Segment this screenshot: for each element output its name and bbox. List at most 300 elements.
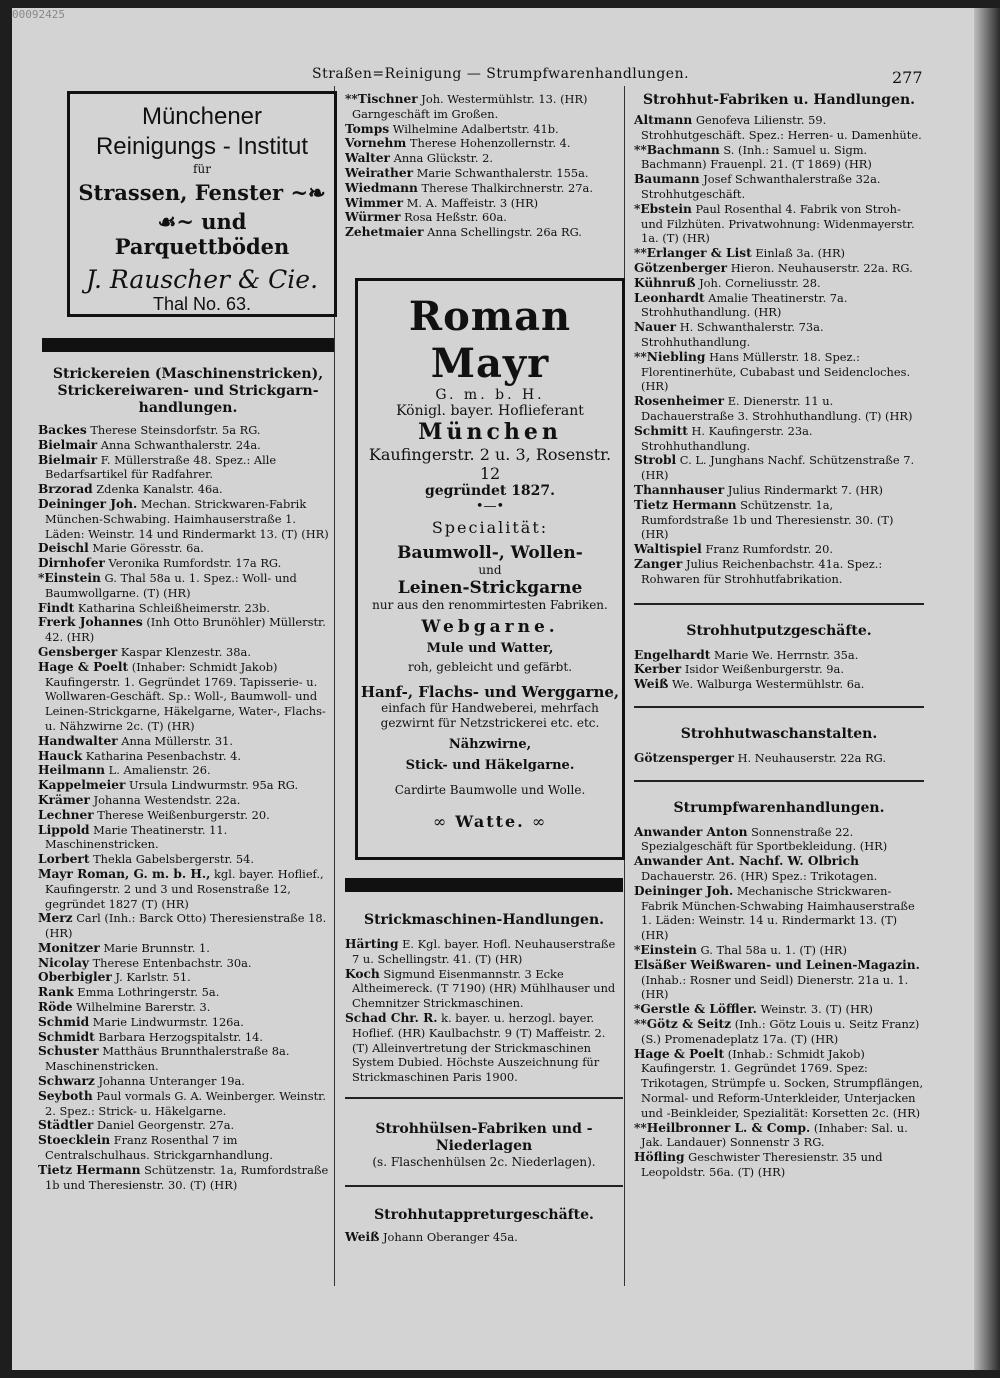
directory-entry: [345, 967, 623, 1011]
directory-entry: [634, 1047, 924, 1121]
entry-details: Sonnenstraße 22. Spezialgeschäft für Sportbekleidung. (HR): [641, 824, 888, 854]
ad1-address: Thal No. 63.: [152, 294, 252, 314]
entry-details: (Inhab.: Rosner und Seidl) Dienerstr. 21a u. 1. (HR): [641, 972, 909, 1002]
directory-entry: [634, 261, 924, 276]
directory-entry: [38, 1133, 338, 1163]
directory-entry: [345, 210, 633, 225]
entry-details: Isidor Weißenburgerstr. 9a.: [684, 662, 844, 677]
entry-details: Marie Schwanthalerstr. 155a.: [416, 165, 589, 180]
entry-name: Tietz Hermann: [634, 497, 737, 512]
directory-entry: [634, 662, 924, 677]
section-heading-strohhutappretur: Strohhutappreturgeschäfte.: [374, 1206, 594, 1223]
directory-entry: [634, 648, 924, 663]
directory-entry: [634, 453, 924, 483]
section-heading-strohhut-fabriken: Strohhut-Fabriken u. Handlungen.: [642, 92, 916, 108]
entry-name: Dirnhofer: [38, 556, 105, 571]
entry-details: Johanna Unteranger 19a.: [98, 1074, 245, 1089]
entry-name: Nauer: [634, 320, 677, 335]
directory-entry: [634, 557, 924, 587]
entry-name: Stoecklein: [38, 1133, 111, 1148]
entry-name: Schwarz: [38, 1074, 95, 1089]
directory-entry: [38, 601, 338, 616]
directory-entry: [38, 749, 338, 764]
directory-entry: [38, 823, 338, 853]
entry-name: Rosenheimer: [634, 394, 725, 409]
flourish-icon: ∞: [432, 812, 449, 831]
entry-name: **Heilbronner L. & Comp.: [634, 1120, 811, 1135]
entry-details: L. Amalienstr. 26.: [108, 763, 211, 778]
directory-entry: [634, 320, 924, 350]
flourish-icon: ∞: [531, 812, 548, 831]
ad2-note: nur aus den renommirtesten Fabriken.: [372, 598, 608, 612]
entry-details: Therese Hohenzollernstr. 4.: [409, 136, 571, 151]
ad2-founded: gegründet 1827.: [424, 483, 556, 499]
directory-entry: [345, 136, 633, 151]
entry-name: Anwander Ant. Nachf. W. Olbrich: [634, 854, 859, 869]
entry-details: Barbara Herzogspitalstr. 14.: [98, 1029, 263, 1044]
entry-name: *Ebstein: [634, 201, 692, 216]
ad1-company: J. Rauscher & Cie.: [85, 265, 319, 294]
ad2-hanf: Hanf-, Flachs- und Werggarne,: [360, 683, 620, 701]
directory-entry: [38, 438, 338, 453]
section-heading-strohhuelsen: Strohhülsen-Fabriken und -Niederlagen: [375, 1120, 593, 1154]
directory-entry: [634, 246, 924, 261]
entry-name: Lorbert: [38, 852, 90, 867]
entry-name: Tomps: [345, 121, 390, 136]
directory-entry: [38, 970, 338, 985]
directory-entry: [634, 143, 924, 173]
entry-name: *Gerstle & Löffler.: [634, 1002, 757, 1017]
directory-entry: [38, 1030, 338, 1045]
ad1-line3: für: [193, 162, 211, 176]
entry-details: Therese Entenbachstr. 30a.: [92, 955, 252, 970]
entry-list: [634, 825, 924, 1180]
advertisement-roman-mayr: [355, 278, 625, 860]
ad2-address: Kaufingerstr. 2 u. 3, Rosenstr. 12: [368, 445, 612, 483]
directory-entry: [634, 751, 924, 766]
directory-entry: [38, 867, 338, 911]
column-middle-lower: [345, 878, 623, 1245]
entry-name: Findt: [38, 600, 75, 615]
directory-entry: [38, 645, 338, 660]
directory-entry: [38, 556, 338, 571]
document-page: [12, 8, 974, 1370]
directory-entry: [634, 542, 924, 557]
entry-details: Mechanische Strickwaren-Fabrik München-Schwabing Haimhauserstraße 1. Läden: Weinstr. 14 u. Rindermarkt 13. (T) (HR): [641, 883, 915, 943]
entry-details: Marie We. Herrnstr. 35a.: [714, 647, 859, 662]
entry-name: Röde: [38, 1000, 73, 1015]
directory-entry: [634, 276, 924, 291]
entry-name: Höfling: [634, 1150, 685, 1165]
ad1-line4-text: Strassen, Fenster: [78, 180, 284, 205]
entry-details: Paul vormals G. A. Weinberger. Weinstr. 2. Spez.: Strick- u. Häkelgarne.: [45, 1088, 326, 1118]
directory-entry: [634, 884, 924, 943]
entry-name: Gensberger: [38, 644, 118, 659]
entry-details: Wilhelmine Adalbertstr. 41b.: [392, 121, 559, 136]
entry-details: Schützenstr. 1a, Rumfordstraße 1b und Theresienstr. 30. (T) (HR): [641, 497, 894, 542]
entry-name: Schmid: [38, 1014, 90, 1029]
directory-entry: [634, 202, 924, 246]
ad2-city: München: [418, 419, 562, 445]
directory-entry: [634, 943, 924, 958]
directory-entry: [345, 225, 633, 240]
entry-details: Marie Theatinerstr. 11. Maschinenstricken.: [45, 822, 228, 852]
directory-entry: [634, 1002, 924, 1017]
ad2-specialty: Specialität:: [431, 518, 549, 537]
entry-details: H. Schwanthalerstr. 73a. Strohhuthandlung.: [641, 320, 824, 349]
directory-entry: [38, 852, 338, 867]
directory-entry: [634, 1121, 924, 1151]
entry-name: Leonhardt: [634, 290, 705, 305]
entry-details: Katharina Schleißheimerstr. 23b.: [77, 600, 270, 615]
entry-details: Zdenka Kanalstr. 46a.: [96, 482, 223, 497]
entry-name: Baumann: [634, 172, 700, 187]
entry-details: Johann Oberanger 45a.: [382, 1229, 518, 1244]
entry-details: J. Karlstr. 51.: [115, 970, 191, 985]
entry-name: Nicolay: [38, 955, 89, 970]
entry-name: Handwalter: [38, 733, 118, 748]
running-head: Straßen=Reinigung — Strumpfwarenhandlungen.: [312, 66, 690, 82]
entry-name: Städtler: [38, 1118, 94, 1133]
entry-list: [345, 92, 633, 240]
entry-details: Kaspar Klenzestr. 38a.: [120, 644, 251, 659]
directory-entry: [38, 453, 338, 483]
directory-entry: [345, 151, 633, 166]
entry-details: Mechan. Strickwaren-Fabrik München-Schwabing. Haimhauserstraße 1. Läden: Weinstr. 14 und Rindermarkt 13. (T) (HR): [45, 496, 329, 541]
entry-name: Lechner: [38, 807, 94, 822]
entry-name: Wiedmann: [345, 180, 418, 195]
ad2-watte: [358, 812, 622, 831]
entry-details: Genofeva Lilienstr. 59. Strohhutgeschäft. Spez.: Herren- u. Damenhüte.: [641, 113, 922, 142]
ad2-title: Königl. bayer. Hoflieferant: [396, 403, 584, 419]
entry-details: Franz Rumfordstr. 20.: [705, 542, 834, 557]
entry-details: Amalie Theatinerstr. 7a. Strohhuthandlung. (HR): [641, 290, 848, 320]
entry-list: [345, 1230, 623, 1245]
entry-name: Frerk Johannes: [38, 615, 143, 630]
entry-details: M. A. Maffeistr. 3 (HR): [406, 195, 539, 210]
entry-name: Backes: [38, 423, 87, 437]
directory-entry: [345, 166, 633, 181]
entry-name: Deininger Joh.: [634, 883, 734, 898]
entry-details: Anna Glückstr. 2.: [393, 151, 493, 166]
entry-details: Daniel Georgenstr. 27a.: [96, 1118, 235, 1133]
entry-details: kgl. bayer. Hoflief., Kaufingerstr. 2 und 3 und Rosenstraße 12, gegründet 1827 (T) (HR): [45, 866, 324, 911]
directory-entry: [38, 808, 338, 823]
entry-list: [634, 648, 924, 692]
section-heading-strumpfwaren: Strumpfwarenhandlungen.: [673, 799, 885, 816]
entry-name: Schmidt: [38, 1029, 95, 1044]
directory-entry: [38, 793, 338, 808]
entry-name: Rank: [38, 985, 74, 1000]
entry-details: Anna Schellingstr. 26a RG.: [427, 225, 582, 240]
entry-details: Franz Rosenthal 7 im Centralschulhaus. Strickgarnhandlung.: [45, 1133, 273, 1163]
entry-name: Engelhardt: [634, 647, 711, 662]
entry-name: Deininger Joh.: [38, 496, 138, 511]
entry-name: Strobl: [634, 453, 677, 468]
entry-details: Hans Müllerstr. 18. Spez.: Florentinerhüte, Cubabast und Seidencloches. (HR): [641, 349, 911, 394]
entry-details: E. Dienerstr. 11 u. Dachauerstraße 3. Strohhuthandlung. (T) (HR): [641, 394, 913, 423]
flourish-icon: ☙~: [157, 209, 194, 234]
ad2-roh: roh, gebleicht und gefärbt.: [407, 660, 573, 674]
entry-details: F. Müllerstraße 48. Spez.: Alle Bedarfsartikel für Radfahrer.: [45, 452, 277, 482]
entry-details: C. L. Junghans Nachf. Schützenstraße 7. (HR): [641, 453, 915, 483]
entry-details: Dachauerstr. 26. (HR) Spez.: Trikotagen.: [641, 869, 878, 884]
entry-name: Deischl: [38, 541, 89, 556]
directory-entry: [634, 172, 924, 202]
entry-details: We. Walburga Westermühlstr. 6a.: [671, 677, 865, 692]
entry-details: Julius Reichenbachstr. 41a. Spez.: Rohwaren für Strohhutfabrikation.: [641, 556, 883, 586]
entry-details: H. Kaufingerstr. 23a. Strohhuthandlung.: [641, 423, 813, 453]
entry-name: Kerber: [634, 662, 682, 677]
directory-entry: [345, 1011, 623, 1085]
entry-name: Wimmer: [345, 195, 404, 210]
directory-entry: [634, 1017, 924, 1047]
column-right: [634, 92, 924, 1180]
entry-name: Koch: [345, 966, 380, 981]
entry-list: [38, 423, 338, 1192]
entry-name: Hage & Poelt: [38, 659, 129, 674]
column-left: [38, 338, 338, 1192]
ad1-line4: [70, 180, 334, 205]
entry-details: Matthäus Brunnthalerstraße 8a. Maschinenstricken.: [45, 1044, 290, 1074]
entry-details: Joh. Westermühlstr. 13. (HR) Garngeschäft im Großen.: [352, 92, 588, 121]
directory-entry: [38, 734, 338, 749]
section-divider: [345, 878, 623, 892]
section-heading-strohhutwasch: Strohhutwaschanstalten.: [680, 725, 878, 742]
entry-details: Schützenstr. 1a, Rumfordstraße 1b und Theresienstr. 30. (T) (HR): [45, 1162, 329, 1192]
directory-entry: [634, 394, 924, 424]
directory-entry: [38, 1074, 338, 1089]
entry-details: Ursula Lindwurmstr. 95a RG.: [129, 778, 299, 793]
entry-details: Therese Weißenburgerstr. 20.: [97, 807, 270, 822]
entry-name: Schad Chr. R.: [345, 1010, 438, 1025]
directory-entry: [634, 677, 924, 692]
directory-entry: [634, 291, 924, 321]
entry-name: Oberbigler: [38, 970, 112, 985]
section-note: (s. Flaschenhülsen 2c. Niederlagen).: [372, 1154, 596, 1169]
entry-list: [634, 113, 924, 587]
directory-entry: [38, 1118, 338, 1133]
entry-details: Katharina Pesenbachstr. 4.: [85, 748, 241, 763]
ad1-line1: Münchener: [141, 103, 263, 130]
entry-details: (Inh.: Götz Louis u. Seitz Franz) (S.) Promenadeplatz 17a. (T) (HR): [641, 1017, 920, 1046]
entry-details: H. Neuhauserstr. 22a RG.: [737, 750, 886, 765]
entry-details: Therese Steinsdorfstr. 5a RG.: [90, 423, 261, 437]
entry-details: Anna Müllerstr. 31.: [121, 733, 234, 748]
entry-name: Anwander Anton: [634, 824, 748, 839]
entry-details: Paul Rosenthal 4. Fabrik von Stroh- und Filzhüten. Privatwohnung: Widenmayerstr. 1a. (T) (HR): [641, 201, 915, 246]
directory-entry: [634, 958, 924, 1002]
entry-name: Altmann: [634, 113, 693, 127]
directory-entry: [38, 1015, 338, 1030]
ad1-line2: Reinigungs - Institut: [95, 133, 309, 160]
entry-name: Krämer: [38, 792, 90, 807]
directory-entry: [345, 92, 633, 122]
ad1-line5: [70, 209, 334, 259]
directory-entry: [345, 937, 623, 967]
ad2-cardirte: Cardirte Baumwolle und Wolle.: [394, 783, 586, 797]
entry-details: Marie Göresstr. 6a.: [92, 541, 204, 556]
directory-entry: [634, 498, 924, 542]
entry-list: [345, 937, 623, 1085]
entry-details: Therese Thalkirchnerstr. 27a.: [421, 180, 593, 195]
directory-entry: [38, 763, 338, 778]
ad2-legal: G. m. b. H.: [435, 387, 545, 403]
entry-details: Thekla Gabelsbergerstr. 54.: [93, 852, 255, 867]
ad2-naehzwirne: Nähzwirne,: [448, 737, 532, 752]
ad2-line1: Baumwoll-, Wollen-: [397, 543, 583, 563]
entry-name: Bielmair: [38, 452, 98, 467]
entry-details: Wilhelmine Barerstr. 3.: [76, 1000, 211, 1015]
entry-details: Carl (Inh.: Barck Otto) Theresienstraße 18. (HR): [45, 911, 327, 941]
scan-id: 00092425: [12, 8, 65, 21]
entry-name: Lippold: [38, 822, 90, 837]
entry-name: Seyboth: [38, 1088, 93, 1103]
ad2-webgarne: Webgarne.: [421, 617, 559, 637]
entry-details: (Inhab.: Schmidt Jakob) Kaufingerstr. 1. Gegründet 1769. Spez: Trikotagen, Strümpfe u. Socken, Strumpflängen, Normal- und Reform-Unterkleider, Unterjacken und -Beinkleider, Spezialität: Korsetten 2c. (HR): [641, 1046, 924, 1120]
directory-entry: [634, 1150, 924, 1180]
page-number: 277: [892, 68, 923, 87]
entry-details: (Inh Otto Brunöhler) Müllerstr. 42. (HR): [45, 615, 326, 645]
directory-entry: [38, 778, 338, 793]
entry-name: Brzorad: [38, 482, 93, 497]
entry-details: S. (Inh.: Samuel u. Sigm. Bachmann) Frauenpl. 21. (T 1869) (HR): [641, 142, 872, 172]
section-heading-strohhutputz: Strohhutputzgeschäfte.: [686, 622, 872, 639]
ad2-mule: Mule und Watter,: [426, 641, 554, 656]
directory-entry: [345, 196, 633, 211]
directory-entry: [345, 1230, 623, 1245]
directory-entry: [38, 482, 338, 497]
directory-entry: [634, 424, 924, 454]
directory-entry: [38, 1044, 338, 1074]
directory-entry: [634, 113, 924, 143]
entry-details: Hieron. Neuhauserstr. 22a. RG.: [730, 260, 913, 275]
entry-name: **Tischner: [345, 92, 418, 106]
entry-name: Mayr Roman, G. m. b. H.,: [38, 866, 211, 881]
entry-name: Götzensperger: [634, 750, 734, 765]
entry-name: Hauck: [38, 748, 83, 763]
entry-name: Schmitt: [634, 423, 688, 438]
ad2-and: und: [478, 563, 502, 577]
section-heading-strickmaschinen: Strickmaschinen-Handlungen.: [363, 912, 605, 928]
entry-details: Johanna Westendstr. 22a.: [93, 792, 241, 807]
entry-name: Vornehm: [345, 136, 407, 151]
entry-name: *Einstein: [634, 943, 697, 958]
section-heading-strickereien: Strickereien (Maschinenstricken), Strickereiwaren- und Strickgarn-handlungen.: [52, 366, 324, 416]
entry-name: Monitzer: [38, 940, 100, 955]
directory-entry: [345, 122, 633, 137]
divider-ornament-icon: •—•: [475, 499, 505, 514]
entry-list: [634, 751, 924, 766]
entry-name: Walter: [345, 151, 390, 166]
entry-details: G. Thal 58a u. 1. Spez.: Woll- und Baumwollgarne. (T) (HR): [45, 570, 297, 600]
entry-name: Weirather: [345, 165, 414, 180]
entry-name: **Götz & Seitz: [634, 1017, 732, 1032]
entry-details: Sigmund Eisenmannstr. 3 Ecke Altheimereck. (T 7190) (HR) Mühlhauser und Chemnitzer Strickmaschinen.: [352, 966, 616, 1011]
directory-entry: [634, 350, 924, 394]
directory-entry: [634, 825, 924, 855]
directory-entry: [38, 985, 338, 1000]
entry-name: Thannhauser: [634, 482, 725, 497]
entry-details: (Inhaber: Sal. u. Jak. Landauer) Sonnenstr 3 RG.: [641, 1120, 908, 1150]
entry-name: Heilmann: [38, 763, 106, 778]
section-divider: [42, 338, 334, 352]
directory-entry: [38, 615, 338, 645]
directory-entry: [634, 854, 924, 884]
directory-entry: [38, 1089, 338, 1119]
entry-name: **Bachmann: [634, 142, 720, 157]
entry-details: Joh. Corneliusstr. 28.: [699, 275, 821, 290]
ad2-watte-text: Watte.: [455, 812, 525, 831]
ad2-line2: Leinen-Strickgarne: [397, 578, 583, 598]
flourish-icon: ~❧: [290, 180, 326, 205]
entry-details: Einlaß 3a. (HR): [755, 246, 845, 261]
entry-name: Schuster: [38, 1044, 99, 1059]
directory-entry: [38, 571, 338, 601]
entry-details: (Inhaber: Schmidt Jakob) Kaufingerstr. 1. Gegründet 1769. Tapisserie- u. Wollwaren-Geschäft. Sp.: Woll-, Baumwoll- und Leinen-Strickgarne, Häkelgarne, Water-, Flachs- u. Nähzwirne 2c. (T) (HR): [45, 659, 326, 733]
entry-name: Waltispiel: [634, 542, 702, 557]
entry-name: Zehetmaier: [345, 225, 424, 240]
directory-entry: [634, 483, 924, 498]
directory-entry: [38, 956, 338, 971]
entry-details: Marie Lindwurmstr. 126a.: [92, 1014, 244, 1029]
entry-name: Götzenberger: [634, 260, 728, 275]
entry-details: Rosa Heßstr. 60a.: [404, 210, 507, 225]
entry-name: Härting: [345, 937, 399, 951]
ad1-line5-text: und Parquettböden: [114, 209, 290, 259]
entry-details: Geschwister Theresienstr. 35 und Leopoldstr. 56a. (T) (HR): [641, 1150, 883, 1180]
ad2-stick: Stick- und Häkelgarne.: [405, 758, 575, 773]
directory-entry: [38, 423, 338, 438]
directory-entry: [345, 181, 633, 196]
entry-details: E. Kgl. bayer. Hofl. Neuhauserstraße 7 u. Schellingstr. 41. (T) (HR): [352, 937, 616, 966]
entry-details: Josef Schwanthalerstraße 32a. Strohhutgeschäft.: [641, 172, 881, 201]
column-middle: [345, 92, 633, 240]
entry-name: **Erlanger & List: [634, 246, 752, 261]
entry-details: Anna Schwanthalerstr. 24a.: [100, 437, 261, 452]
entry-details: Julius Rindermarkt 7. (HR): [727, 482, 883, 497]
entry-name: Weiß: [345, 1229, 380, 1244]
entry-name: Kühnruß: [634, 275, 696, 290]
ad2-hanf-desc: einfach für Handweberei, mehrfach gezwirnt für Netzstrickerei etc. etc.: [380, 701, 600, 730]
entry-name: *Einstein: [38, 570, 101, 585]
directory-entry: [38, 497, 338, 541]
directory-entry: [38, 1000, 338, 1015]
entry-name: Würmer: [345, 210, 401, 225]
entry-name: Tietz Hermann: [38, 1162, 141, 1177]
entry-details: Veronika Rumfordstr. 17a RG.: [108, 556, 282, 571]
entry-name: **Niebling: [634, 349, 706, 364]
entry-name: Elsäßer Weißwaren- und Leinen-Magazin.: [634, 957, 920, 972]
directory-entry: [38, 541, 338, 556]
entry-name: Zanger: [634, 556, 683, 571]
entry-details: Marie Brunnstr. 1.: [103, 940, 210, 955]
directory-entry: [38, 941, 338, 956]
advertisement-reinigungs-institut: [67, 91, 337, 317]
directory-entry: [38, 660, 338, 734]
entry-details: Weinstr. 3. (T) (HR): [760, 1002, 873, 1017]
entry-name: Bielmair: [38, 437, 98, 452]
entry-name: Merz: [38, 911, 73, 926]
entry-details: k. bayer. u. herzogl. bayer. Hoflief. (HR) Kaulbachstr. 9 (T) Maffeistr. 2. (T) Alleinvertretung der Strickmaschinen System Dubied. Höchste Auszeichnung für Strickmaschinen Paris 1900.: [352, 1010, 606, 1085]
entry-details: Emma Lothringerstr. 5a.: [77, 985, 220, 1000]
directory-entry: [38, 1163, 338, 1193]
ad2-name: Roman Mayr: [408, 293, 572, 387]
entry-details: G. Thal 58a u. 1. (T) (HR): [700, 943, 847, 958]
entry-name: Weiß: [634, 677, 669, 692]
entry-name: Kappelmeier: [38, 778, 126, 793]
entry-name: Hage & Poelt: [634, 1046, 725, 1061]
